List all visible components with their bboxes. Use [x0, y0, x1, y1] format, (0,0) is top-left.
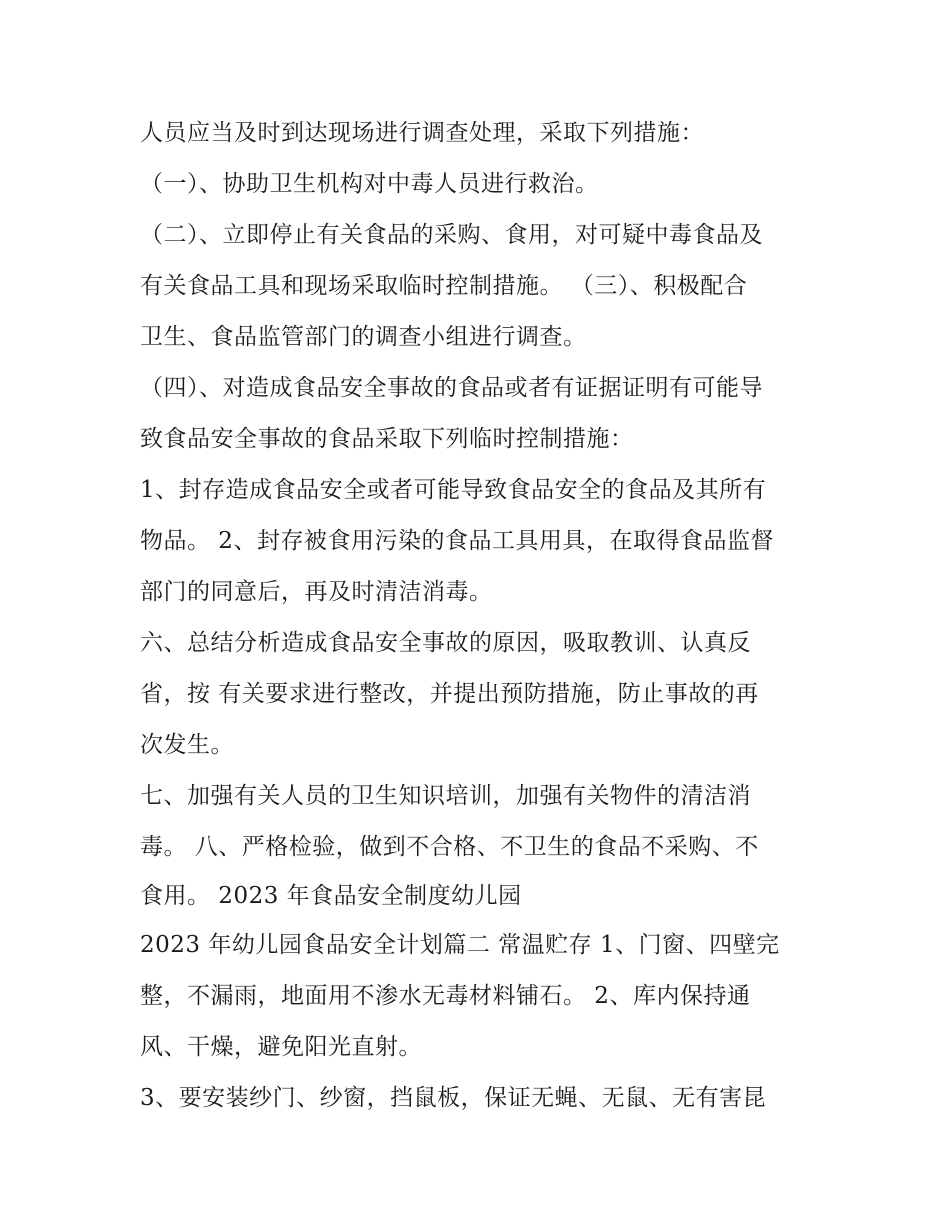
- text-line: 七、加强有关人员的卫生知识培训，加强有关物件的清洁消: [140, 783, 751, 809]
- text-line: 省，按 有关要求进行整改，并提出预防措施，防止事故的再: [140, 681, 759, 707]
- text-line: 次发生。: [140, 732, 234, 758]
- text-line: （一）、协助卫生机构对中毒人员进行救治。: [140, 171, 599, 197]
- text-line: 致食品安全事故的食品采取下列临时控制措施：: [140, 426, 634, 452]
- text-line: 部门的同意后，再及时清洁消毒。: [140, 579, 493, 605]
- text-line: 风、干燥，避免阳光直射。: [140, 1034, 422, 1060]
- text-line: （二）、立即停止有关食品的采购、食用，对可疑中毒食品及: [140, 222, 763, 248]
- text-line: 食用。 2023 年食品安全制度幼儿园: [140, 883, 522, 909]
- text-line: 3、要安装纱门、纱窗，挡鼠板，保证无蝇、无鼠、无有害昆: [140, 1085, 767, 1111]
- text-line: 整，不漏雨，地面用不渗水无毒材料铺石。 2、库内保持通: [140, 983, 751, 1009]
- text-line: 六、总结分析造成食品安全事故的原因，吸取教训、认真反: [140, 630, 751, 656]
- text-line: 2023 年幼儿园食品安全计划篇二 常温贮存 1、门窗、四壁完: [140, 932, 780, 958]
- text-line: 1、封存造成食品安全或者可能导致食品安全的食品及其所有: [140, 477, 767, 503]
- body-text: [140, 108, 830, 1124]
- text-line: 物品。 2、封存被食用污染的食品工具用具，在取得食品监督: [140, 528, 774, 554]
- text-line: 毒。 八、严格检验，做到不合格、不卫生的食品不采购、不: [140, 834, 759, 860]
- text-line: （四）、对造成食品安全事故的食品或者有证据证明有可能导: [140, 375, 763, 401]
- text-line: 卫生、食品监管部门的调查小组进行调查。: [140, 324, 587, 350]
- text-line: 人员应当及时到达现场进行调查处理，采取下列措施：: [140, 120, 704, 146]
- text-line: 有关食品工具和现场采取临时控制措施。 （三）、积极配合: [140, 273, 748, 299]
